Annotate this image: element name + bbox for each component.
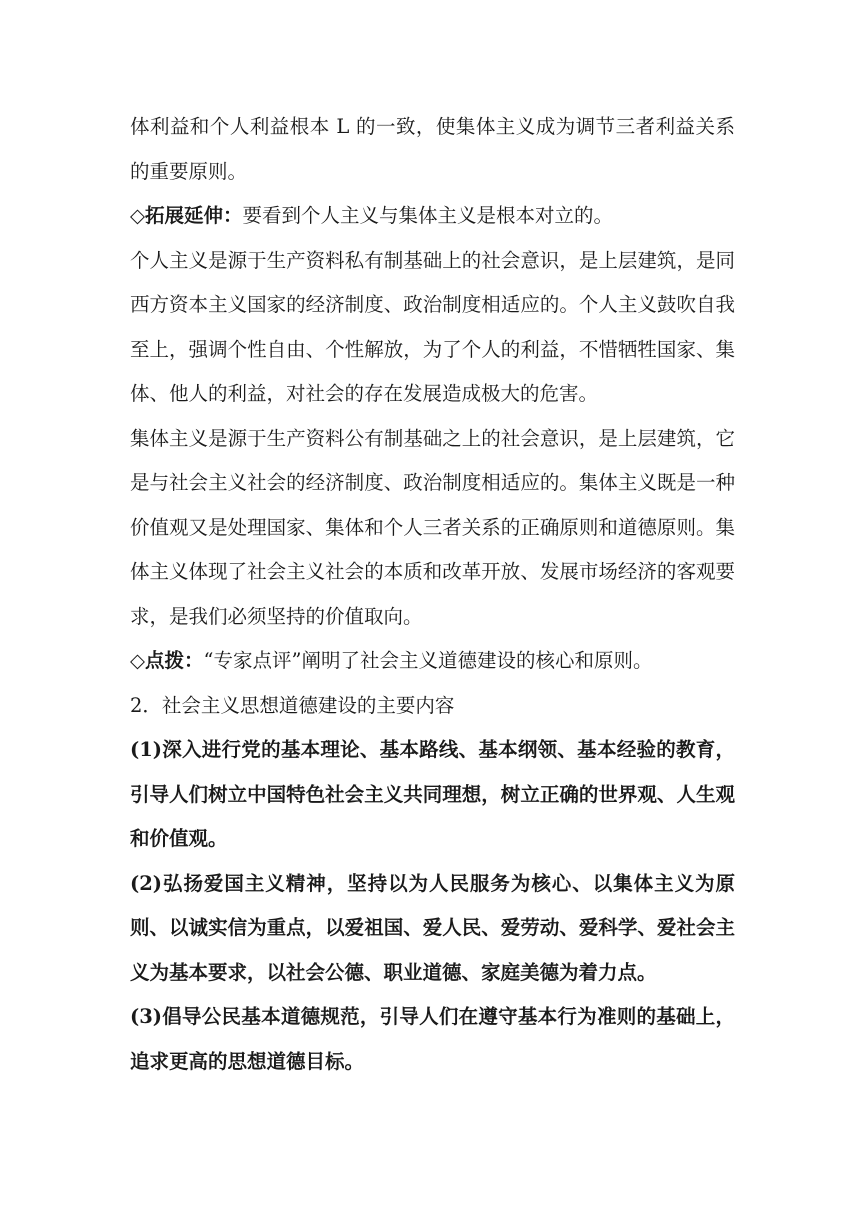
paragraph-text: 体利益和个人利益根本 L 的一致，使集体主义成为调节三者利益关系的重要原则。: [130, 115, 735, 183]
list-item-2: [130, 862, 735, 996]
paragraph-text: 要看到个人主义与集体主义是根本对立的。: [242, 204, 614, 227]
list-item-text: (1)深入进行党的基本理论、基本路线、基本纲领、基本经验的教育，引导人们树立中国特色社会主义共同理想，树立正确的世界观、人生观和价值观。: [130, 738, 735, 850]
list-item-3: [130, 995, 735, 1084]
paragraph-extension: [130, 194, 735, 239]
paragraph-text: 个人主义是源于生产资料私有制基础上的社会意识，是上层建筑，是同西方资本主义国家的经济制度、政治制度相适应的。个人主义鼓吹自我至上，强调个性自由、个性解放，为了个人的利益，不惜牺牲国家、集体、他人的利益，对社会的存在发展造成极大的危害。: [130, 248, 735, 405]
paragraph-text: 集体主义是源于生产资料公有制基础之上的社会意识，是上层建筑，它是与社会主义社会的经济制度、政治制度相适应的。集体主义既是一种价值观又是处理国家、集体和个人三者关系的正确原则和道德原则。集体主义体现了社会主义社会的本质和改革开放、发展市场经济的客观要求，是我们必须坚持的价值取向。: [130, 426, 735, 628]
paragraph-text: “专家点评”阐明了社会主义道德建设的核心和原则。: [203, 649, 653, 672]
paragraph-tip: [130, 639, 735, 684]
list-item-text: (3)倡导公民基本道德规范，引导人们在遵守基本行为准则的基础上，追求更高的思想道德目标。: [130, 1005, 735, 1073]
extension-label: ◇拓展延伸：: [130, 204, 243, 227]
section-heading-text: 2．社会主义思想道德建设的主要内容: [130, 693, 455, 717]
paragraph-collectivism-principle: [130, 105, 735, 194]
paragraph-individualism: [130, 239, 735, 417]
section-heading: [130, 684, 735, 729]
list-item-text: (2)弘扬爱国主义精神，坚持以为人民服务为核心、以集体主义为原则、以诚实信为重点，以爱祖国、爱人民、爱劳动、爱科学、爱社会主义为基本要求，以社会公德、职业道德、家庭美德为着力点。: [130, 871, 735, 984]
paragraph-collectivism: [130, 417, 735, 640]
list-item-1: [130, 728, 735, 862]
tip-label: ◇点拨：: [130, 649, 204, 672]
document-body: [130, 105, 735, 1084]
